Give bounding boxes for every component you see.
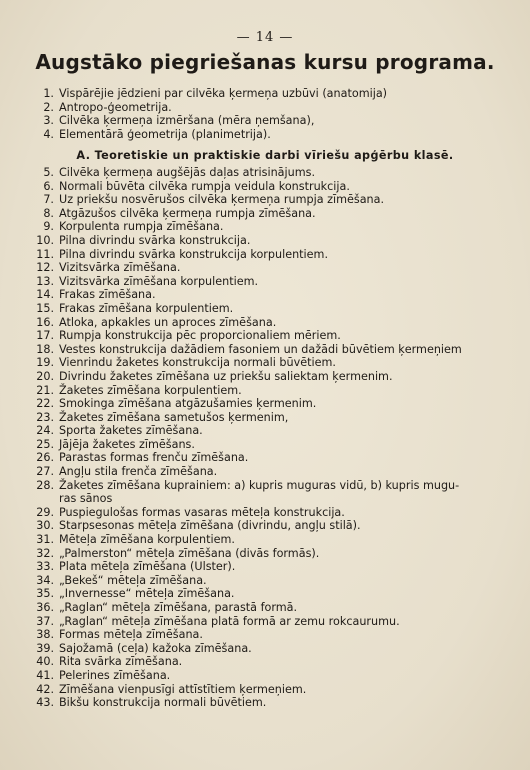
item-text-continuation: ras sānos: [59, 492, 113, 506]
list-item: [24, 207, 514, 221]
item-text: Divrindu žaketes zīmēšana uz priekšu saliektam ķermenim.: [59, 369, 393, 383]
list-item: [24, 302, 514, 316]
list-item: [24, 356, 514, 370]
item-text: Pilna divrindu svārka konstrukcija korpulentiem.: [59, 247, 329, 261]
list-item: [24, 128, 514, 142]
list-item: [24, 316, 514, 330]
item-number: 43.: [36, 696, 54, 710]
item-text: Parastas formas frenču zīmēšana.: [59, 451, 249, 465]
item-number: 2.: [43, 100, 54, 114]
list-item: [24, 261, 514, 275]
item-number: 12.: [36, 261, 54, 275]
item-number: 42.: [36, 682, 54, 696]
item-text: Pilna divrindu svārka konstrukcija.: [59, 233, 251, 247]
list-item: [24, 615, 514, 629]
list-item: [24, 87, 514, 101]
list-item: [24, 397, 514, 411]
item-text: Korpulenta rumpja zīmēšana.: [59, 220, 224, 234]
item-text: Jājēja žaketes zīmēšans.: [59, 437, 195, 451]
list-item: [24, 587, 514, 601]
item-text: Mēteļa zīmēšana korpulentiem.: [59, 533, 235, 547]
item-number: 6.: [43, 179, 54, 193]
list-item: [24, 384, 514, 398]
item-text: Elementārā ģeometrija (planimetrija).: [59, 127, 271, 141]
item-text: Rita svārka zīmēšana.: [59, 655, 183, 669]
item-number: 19.: [36, 356, 54, 370]
item-text: Normali būvēta cilvēka rumpja veidula konstrukcija.: [59, 179, 350, 193]
item-number: 21.: [36, 383, 54, 397]
item-number: 24.: [36, 424, 54, 438]
item-number: 25.: [36, 437, 54, 451]
list-item: [24, 329, 514, 343]
item-text: Frakas zīmēšana korpulentiem.: [59, 301, 234, 315]
list-item: [24, 560, 514, 574]
list-item: [24, 683, 514, 697]
item-number: 41.: [36, 668, 54, 682]
item-number: 37.: [36, 614, 54, 628]
list-item: [24, 166, 514, 180]
item-text: Vizitsvārka zīmēšana.: [59, 261, 181, 275]
list-item: [24, 288, 514, 302]
list-item: [24, 506, 514, 520]
item-number-spacer: [24, 492, 59, 506]
item-text: Zīmēšana vienpusīgi attīstītiem ķermeņiem.: [59, 682, 307, 696]
list-item: [24, 533, 514, 547]
item-number: 10.: [36, 233, 54, 247]
item-text: Vizitsvārka zīmēšana korpulentiem.: [59, 274, 259, 288]
item-text: Rumpja konstrukcija pēc proporcionaliem mēriem.: [59, 329, 341, 343]
item-text: „Raglan“ mēteļa zīmēšana platā formā ar zemu rokcaurumu.: [59, 614, 400, 628]
item-number: 22.: [36, 397, 54, 411]
item-text: Plata mēteļa zīmēšana (Ulster).: [59, 560, 236, 574]
list-item: [24, 220, 514, 234]
list-item: [24, 424, 514, 438]
item-number: 40.: [36, 655, 54, 669]
item-number: 16.: [36, 315, 54, 329]
item-number: 31.: [36, 533, 54, 547]
item-text: Žaketes zīmēšana korpulentiem.: [59, 383, 242, 397]
item-number: 20.: [36, 369, 54, 383]
list-item: [24, 114, 514, 128]
item-text: Puspiegulošas formas vasaras mēteļa konstrukcija.: [59, 505, 345, 519]
list-item: [24, 547, 514, 561]
list-item: [24, 248, 514, 262]
list-item: [24, 479, 514, 493]
item-number: 39.: [36, 641, 54, 655]
item-number: 23.: [36, 410, 54, 424]
list-item: [24, 234, 514, 248]
item-text: „Raglan“ mēteļa zīmēšana, parastā formā.: [59, 601, 298, 614]
item-number: 33.: [36, 560, 54, 574]
list-item: [24, 438, 514, 452]
list-item: [24, 574, 514, 588]
item-number: 9.: [43, 220, 54, 234]
list-item: [24, 628, 514, 642]
item-text: Žaketes zīmēšana kuprainiem: a) kupris muguras vidū, b) kupris mugu-: [59, 478, 460, 492]
item-text: Sporta žaketes zīmēšana.: [59, 424, 203, 438]
item-text: Starpsesonas mēteļa zīmēšana (divrindu, angļu stilā).: [59, 519, 361, 533]
item-number: 26.: [36, 451, 54, 465]
item-text: Vispārējie jēdzieni par cilvēka ķermeņa uzbūvi (anatomija): [59, 87, 388, 100]
item-text: Frakas zīmēšana.: [59, 288, 156, 302]
item-text: „Invernesse“ mēteļa zīmēšana.: [59, 587, 235, 601]
section-heading: A. Teoretiskie un praktiskie darbi vīriešu apģērbu klasē.: [76, 149, 454, 162]
list-item: [24, 411, 514, 425]
intro-list: [24, 87, 514, 141]
item-number: 36.: [36, 601, 54, 614]
item-number: 13.: [36, 274, 54, 288]
item-number: 18.: [36, 342, 54, 356]
item-number: 8.: [43, 206, 54, 220]
item-number: 38.: [36, 628, 54, 642]
item-text: Formas mēteļa zīmēšana.: [59, 628, 203, 642]
list-item: [24, 519, 514, 533]
item-text: Vestes konstrukcija dažādiem fasoniem un dažādi būvētiem ķermeņiem: [59, 342, 462, 356]
item-text: Žaketes zīmēšana sametušos ķermenim,: [59, 410, 289, 424]
page-number: — 14 —: [236, 30, 294, 45]
item-number: 28.: [36, 478, 54, 492]
item-text: Angļu stila frenča zīmēšana.: [59, 465, 218, 479]
item-number: 1.: [43, 87, 54, 100]
item-text: Bikšu konstrukcija normali būvētiem.: [59, 696, 267, 710]
list-item: [24, 642, 514, 656]
item-number: 29.: [36, 505, 54, 519]
item-number: 5.: [43, 166, 54, 179]
item-number: 34.: [36, 573, 54, 587]
list-item: [24, 601, 514, 615]
item-number: 35.: [36, 587, 54, 601]
item-text: Atgāzušos cilvēka ķermeņa rumpja zīmēšana.: [59, 206, 316, 220]
item-number: 11.: [36, 247, 54, 261]
item-number: 30.: [36, 519, 54, 533]
list-item: [24, 193, 514, 207]
item-text: Antropo-ģeometrija.: [59, 100, 172, 114]
item-text: Pelerines zīmēšana.: [59, 668, 171, 682]
list-item: [24, 655, 514, 669]
item-text: Uz priekšu nosvērušos cilvēka ķermeņa rumpja zīmēšana.: [59, 193, 385, 207]
item-text: Atloka, apkakles un aproces zīmēšana.: [59, 315, 277, 329]
list-item: [24, 343, 514, 357]
list-item-continuation: [24, 492, 514, 506]
list-item: [24, 275, 514, 289]
list-item: [24, 696, 514, 710]
item-text: „Palmerston“ mēteļa zīmēšana (divās formās).: [59, 546, 320, 560]
page-title: Augstāko piegriešanas kursu programa.: [35, 50, 495, 74]
item-number: 7.: [43, 193, 54, 207]
item-text: „Bekeš“ mēteļa zīmēšana.: [59, 573, 207, 587]
item-text: Smokinga zīmēšana atgāzušamies ķermenim.: [59, 397, 317, 411]
list-item: [24, 669, 514, 683]
program-list: [24, 166, 514, 710]
list-item: [24, 465, 514, 479]
list-item: [24, 451, 514, 465]
list-item: [24, 180, 514, 194]
item-number: 3.: [43, 114, 54, 128]
item-text: Cilvēka ķermeņa izmēršana (mēra ņemšana),: [59, 114, 315, 128]
item-text: Vienrindu žaketes konstrukcija normali būvētiem.: [59, 356, 336, 370]
item-number: 15.: [36, 301, 54, 315]
item-number: 27.: [36, 465, 54, 479]
item-number: 17.: [36, 329, 54, 343]
item-text: Sajožamā (ceļa) kažoka zīmēšana.: [59, 641, 252, 655]
item-number: 4.: [43, 127, 54, 141]
item-text: Cilvēka ķermeņa augšējās daļas atrisinājums.: [59, 166, 316, 179]
item-number: 32.: [36, 546, 54, 560]
list-item: [24, 101, 514, 115]
item-number: 14.: [36, 288, 54, 302]
list-item: [24, 370, 514, 384]
